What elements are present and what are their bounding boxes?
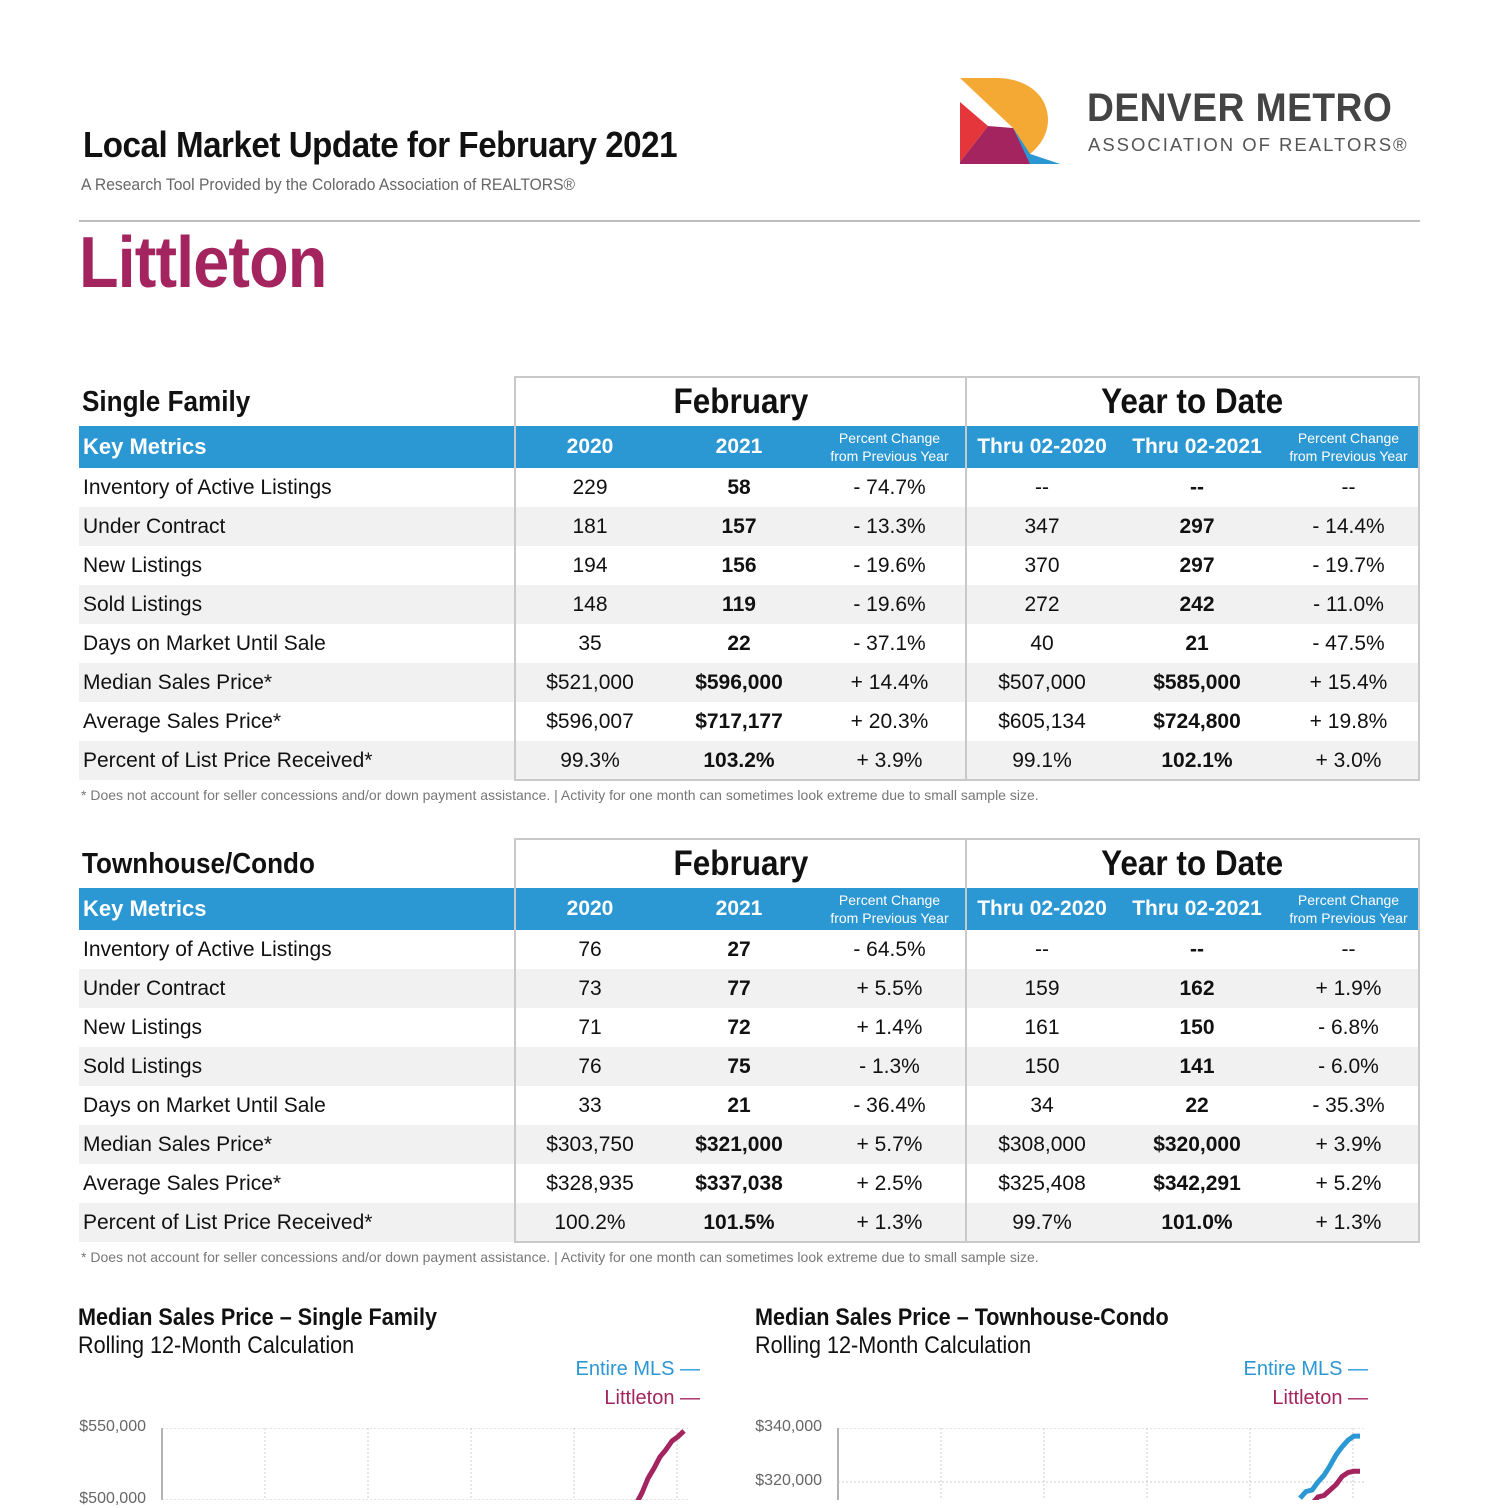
table-row xyxy=(79,1086,1420,1125)
ytd-2020-value: 99.1% xyxy=(1012,749,1072,772)
metric-name: Median Sales Price* xyxy=(83,671,273,694)
ytd-2021-value: 297 xyxy=(1179,554,1215,577)
townhouse-condo-table xyxy=(79,838,1420,1278)
townhouse-condo-median-price-chart xyxy=(836,1428,1366,1500)
metric-name: Under Contract xyxy=(83,515,226,538)
series-line-littleton xyxy=(630,1431,684,1500)
table-row xyxy=(79,585,1420,624)
pct-change-header: Percent Change from Previous Year xyxy=(830,430,949,464)
ytd-2020-value: $325,408 xyxy=(998,1172,1086,1195)
single-family-median-price-chart xyxy=(160,1428,690,1500)
feb-2021-value: 75 xyxy=(727,1055,751,1078)
chart-title: Median Sales Price – Single Family xyxy=(78,1304,437,1331)
table-row xyxy=(79,702,1420,741)
ytd-2021-value: 102.1% xyxy=(1161,749,1233,772)
column-divider xyxy=(965,888,967,1242)
logo-subtitle: ASSOCIATION OF REALTORS® xyxy=(1088,134,1409,155)
col-2020-header: 2020 xyxy=(566,435,614,458)
ytd-2020-value: -- xyxy=(1035,938,1049,961)
feb-2021-value: 101.5% xyxy=(703,1211,775,1234)
key-metrics-header: Key Metrics xyxy=(83,434,207,459)
february-group-header: February xyxy=(514,376,967,426)
metric-name: Inventory of Active Listings xyxy=(83,476,332,499)
feb-2020-value: 33 xyxy=(578,1094,602,1117)
feb-2020-value: 229 xyxy=(572,476,608,499)
legend-littleton: Littleton — xyxy=(1272,1387,1368,1409)
ytd-2021-value: -- xyxy=(1190,476,1204,499)
metric-name: Sold Listings xyxy=(83,1055,203,1078)
table-row xyxy=(79,741,1420,780)
table-row xyxy=(79,1008,1420,1047)
key-metrics-header: Key Metrics xyxy=(83,896,207,921)
ytd-pct-change: - 47.5% xyxy=(1312,632,1385,655)
feb-2021-value: $337,038 xyxy=(695,1172,783,1195)
feb-2020-value: 76 xyxy=(578,938,602,961)
table-row xyxy=(79,546,1420,585)
feb-pct-change: + 3.9% xyxy=(856,749,923,772)
metric-name: Days on Market Until Sale xyxy=(83,632,326,655)
ytd-2021-value: $342,291 xyxy=(1153,1172,1241,1195)
metric-name: Average Sales Price* xyxy=(83,710,282,733)
ytd-pct-change: - 35.3% xyxy=(1312,1094,1385,1117)
table-row xyxy=(79,663,1420,702)
feb-pct-change: - 19.6% xyxy=(853,593,926,616)
table-row xyxy=(79,468,1420,507)
ytd-2020-value: 34 xyxy=(1030,1094,1054,1117)
feb-2020-value: $303,750 xyxy=(546,1133,634,1156)
table-row xyxy=(79,624,1420,663)
ytd-2021-value: 141 xyxy=(1179,1055,1215,1078)
feb-2020-value: 100.2% xyxy=(554,1211,626,1234)
feb-2020-value: 148 xyxy=(572,593,608,616)
y-tick-label: $340,000 xyxy=(755,1418,822,1435)
column-header-row xyxy=(79,888,1420,930)
table-border xyxy=(1418,426,1420,780)
ytd-pct-change: + 1.9% xyxy=(1315,977,1382,1000)
ytd-pct-change: + 19.8% xyxy=(1309,710,1388,733)
feb-pct-change: + 5.7% xyxy=(856,1133,923,1156)
ytd-2021-value: $320,000 xyxy=(1153,1133,1241,1156)
feb-pct-change: + 1.3% xyxy=(856,1211,923,1234)
page-title: Local Market Update for February 2021 xyxy=(83,124,678,165)
feb-2021-value: 27 xyxy=(727,938,751,961)
pct-change-header: Percent Change from Previous Year xyxy=(830,892,949,926)
feb-pct-change: - 74.7% xyxy=(853,476,926,499)
metric-name: Inventory of Active Listings xyxy=(83,938,332,961)
feb-pct-change: + 1.4% xyxy=(856,1016,923,1039)
metric-name: Percent of List Price Received* xyxy=(83,1211,373,1234)
ytd-pct-change: -- xyxy=(1341,938,1356,961)
ytd-2020-value: 40 xyxy=(1030,632,1054,655)
feb-2020-value: $521,000 xyxy=(546,671,634,694)
feb-2020-value: 71 xyxy=(578,1016,602,1039)
thru-2021-header: Thru 02-2021 xyxy=(1132,897,1262,920)
feb-2021-value: 103.2% xyxy=(703,749,775,772)
ytd-2020-value: 99.7% xyxy=(1012,1211,1072,1234)
ytd-2021-value: 22 xyxy=(1185,1094,1209,1117)
metric-name: Median Sales Price* xyxy=(83,1133,273,1156)
feb-pct-change: + 2.5% xyxy=(856,1172,923,1195)
ytd-2020-value: $507,000 xyxy=(998,671,1086,694)
feb-2020-value: 194 xyxy=(572,554,608,577)
page-subtitle: A Research Tool Provided by the Colorado Association of REALTORS® xyxy=(81,175,576,194)
feb-pct-change: - 19.6% xyxy=(853,554,926,577)
column-divider xyxy=(514,888,516,1242)
chart-subtitle: Rolling 12-Month Calculation xyxy=(755,1332,1032,1359)
feb-2021-value: $596,000 xyxy=(695,671,783,694)
logo-name: DENVER METRO xyxy=(1087,86,1393,130)
feb-2020-value: 99.3% xyxy=(560,749,620,772)
column-header-row xyxy=(79,426,1420,468)
feb-2020-value: $328,935 xyxy=(546,1172,634,1195)
feb-2021-value: 77 xyxy=(727,977,751,1000)
feb-2021-value: 58 xyxy=(727,476,751,499)
feb-pct-change: - 37.1% xyxy=(853,632,926,655)
metric-name: Percent of List Price Received* xyxy=(83,749,373,772)
ytd-2020-value: 347 xyxy=(1024,515,1060,538)
ytd-pct-change-header: Percent Change from Previous Year xyxy=(1289,892,1408,926)
legend-littleton: Littleton — xyxy=(604,1387,700,1409)
metric-name: Under Contract xyxy=(83,977,226,1000)
chart-subtitle: Rolling 12-Month Calculation xyxy=(78,1332,355,1359)
column-divider xyxy=(514,426,516,780)
ytd-pct-change: - 11.0% xyxy=(1313,593,1384,616)
february-group-header: February xyxy=(514,838,967,888)
y-tick-label: $500,000 xyxy=(79,1490,146,1507)
feb-2021-value: 157 xyxy=(721,515,757,538)
feb-2021-value: 156 xyxy=(721,554,757,577)
section-label: Single Family xyxy=(82,386,251,418)
feb-2021-value: $321,000 xyxy=(695,1133,783,1156)
metric-name: Sold Listings xyxy=(83,593,203,616)
thru-2020-header: Thru 02-2020 xyxy=(977,435,1107,458)
feb-2021-value: 72 xyxy=(727,1016,751,1039)
ytd-2020-value: $605,134 xyxy=(998,710,1086,733)
table-row xyxy=(79,1164,1420,1203)
ytd-2020-value: 150 xyxy=(1024,1055,1060,1078)
col-2021-header: 2021 xyxy=(715,435,763,458)
footnote: * Does not account for seller concessions and/or down payment assistance. | Activity for one month can sometimes look extreme due to small sample size. xyxy=(81,787,1039,803)
city-name: Littleton xyxy=(79,223,327,303)
thru-2021-header: Thru 02-2021 xyxy=(1132,435,1262,458)
ytd-2021-value: 162 xyxy=(1179,977,1215,1000)
table-border xyxy=(1418,888,1420,1242)
ytd-2021-value: $724,800 xyxy=(1153,710,1241,733)
ytd-2020-value: -- xyxy=(1035,476,1049,499)
column-divider xyxy=(965,426,967,780)
ytd-pct-change: - 6.8% xyxy=(1318,1016,1379,1039)
legend-entire-mls: Entire MLS — xyxy=(1243,1358,1368,1380)
feb-pct-change: - 64.5% xyxy=(853,938,926,961)
ytd-2020-value: $308,000 xyxy=(998,1133,1086,1156)
metric-name: Days on Market Until Sale xyxy=(83,1094,326,1117)
single-family-table xyxy=(79,376,1420,816)
table-row xyxy=(79,930,1420,969)
ytd-group-header: Year to Date xyxy=(965,838,1420,888)
col-2020-header: 2020 xyxy=(566,897,614,920)
ytd-pct-change-header: Percent Change from Previous Year xyxy=(1289,430,1408,464)
feb-2020-value: 73 xyxy=(578,977,602,1000)
ytd-pct-change: - 6.0% xyxy=(1318,1055,1379,1078)
ytd-pct-change: + 1.3% xyxy=(1315,1211,1382,1234)
ytd-2021-value: 150 xyxy=(1179,1016,1215,1039)
feb-2020-value: 181 xyxy=(572,515,608,538)
chart-title: Median Sales Price – Townhouse-Condo xyxy=(755,1304,1169,1331)
feb-pct-change: + 5.5% xyxy=(856,977,923,1000)
metric-name: Average Sales Price* xyxy=(83,1172,282,1195)
feb-2021-value: 22 xyxy=(727,632,751,655)
section-label: Townhouse/Condo xyxy=(82,848,315,880)
ytd-pct-change: + 5.2% xyxy=(1315,1172,1382,1195)
table-bottom-border xyxy=(514,1241,1420,1243)
feb-pct-change: - 13.3% xyxy=(853,515,926,538)
metric-name: New Listings xyxy=(83,1016,203,1039)
feb-pct-change: + 20.3% xyxy=(850,710,929,733)
table-bottom-border xyxy=(514,779,1420,781)
feb-2021-value: 21 xyxy=(727,1094,751,1117)
y-tick-label: $320,000 xyxy=(755,1472,822,1489)
metric-name: New Listings xyxy=(83,554,203,577)
ytd-pct-change: + 15.4% xyxy=(1309,671,1388,694)
ytd-2021-value: 101.0% xyxy=(1161,1211,1233,1234)
feb-2020-value: 76 xyxy=(578,1055,602,1078)
col-2021-header: 2021 xyxy=(715,897,763,920)
feb-2021-value: $717,177 xyxy=(695,710,783,733)
ytd-2021-value: 21 xyxy=(1185,632,1209,655)
ytd-pct-change: + 3.0% xyxy=(1315,749,1382,772)
feb-2021-value: 119 xyxy=(722,593,756,616)
ytd-2020-value: 272 xyxy=(1024,593,1060,616)
feb-2020-value: $596,007 xyxy=(546,710,634,733)
ytd-2021-value: 242 xyxy=(1179,593,1215,616)
ytd-2020-value: 159 xyxy=(1024,977,1060,1000)
feb-2020-value: 35 xyxy=(578,632,602,655)
table-row xyxy=(79,1203,1420,1242)
table-row xyxy=(79,1125,1420,1164)
table-row xyxy=(79,507,1420,546)
table-row xyxy=(79,969,1420,1008)
ytd-pct-change: + 3.9% xyxy=(1315,1133,1382,1156)
denver-metro-logo-mark xyxy=(958,76,1062,168)
ytd-2021-value: 297 xyxy=(1179,515,1215,538)
ytd-pct-change: -- xyxy=(1341,476,1356,499)
ytd-pct-change: - 19.7% xyxy=(1312,554,1385,577)
legend-entire-mls: Entire MLS — xyxy=(575,1358,700,1380)
ytd-pct-change: - 14.4% xyxy=(1312,515,1385,538)
y-tick-label: $550,000 xyxy=(79,1418,146,1435)
ytd-group-header: Year to Date xyxy=(965,376,1420,426)
feb-pct-change: + 14.4% xyxy=(850,671,929,694)
table-row xyxy=(79,1047,1420,1086)
footnote: * Does not account for seller concessions and/or down payment assistance. | Activity for one month can sometimes look extreme due to small sample size. xyxy=(81,1249,1039,1265)
ytd-2021-value: -- xyxy=(1190,938,1204,961)
ytd-2020-value: 370 xyxy=(1024,554,1060,577)
feb-pct-change: - 1.3% xyxy=(859,1055,920,1078)
ytd-2021-value: $585,000 xyxy=(1153,671,1241,694)
feb-pct-change: - 36.4% xyxy=(853,1094,926,1117)
ytd-2020-value: 161 xyxy=(1024,1016,1060,1039)
thru-2020-header: Thru 02-2020 xyxy=(977,897,1107,920)
